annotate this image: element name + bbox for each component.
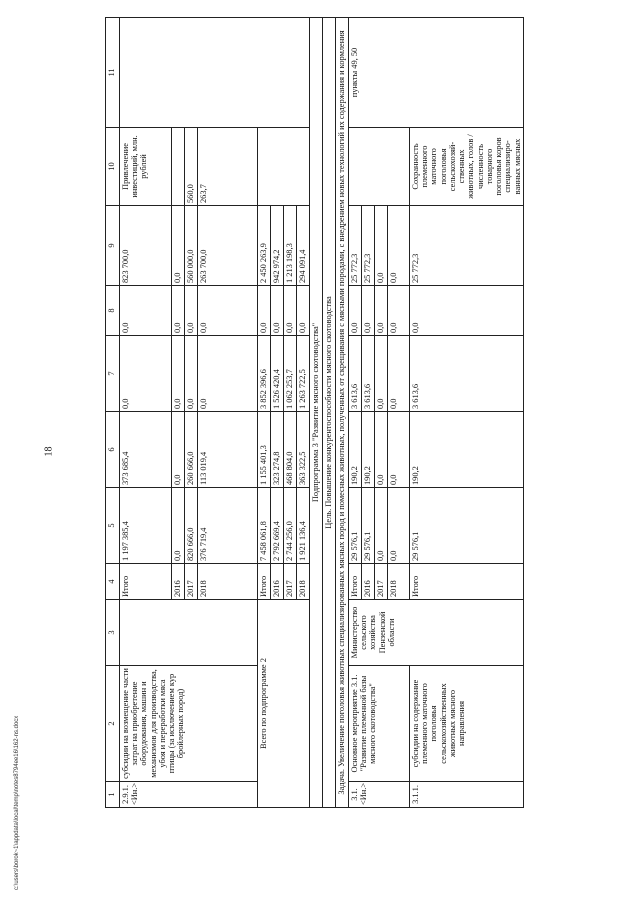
goal-row — [323, 18, 336, 808]
row-name: субсидии на содержание племенного маточного поголовья сельскохозяйственных животных мясного направления — [410, 666, 524, 782]
total-label: Всего по подпрограмме 2 — [258, 600, 310, 808]
value-cell: 0,0 — [172, 286, 185, 336]
year-cell: Итого — [349, 564, 362, 600]
value-cell: 29 576,1 — [349, 488, 362, 564]
value-cell: 0,0 — [375, 206, 388, 286]
value-cell: 1 062 253,7 — [284, 336, 297, 412]
executor: Министерство сельского хозяйства Пензенской области — [349, 600, 524, 666]
value-cell: 323 274,8 — [271, 412, 284, 488]
value-cell: 1 921 136,4 — [297, 488, 310, 564]
subprogram-row — [310, 18, 323, 808]
header-row — [106, 18, 120, 808]
value-cell: 0,0 — [172, 412, 185, 488]
value-cell: 3 613,6 — [349, 336, 362, 412]
value-cell: 0,0 — [388, 286, 410, 336]
row-number: 3.1.1. — [410, 782, 524, 808]
col-header-9: 9 — [106, 206, 120, 286]
page-number: 18 — [43, 446, 55, 457]
value-cell: 260 666,0 — [185, 412, 198, 488]
col-header-5: 5 — [106, 488, 120, 564]
value-cell: 0,0 — [388, 488, 410, 564]
value-cell: 263 700,0 — [198, 206, 258, 286]
reference-cell: пункты 49, 50 — [349, 18, 524, 128]
value-cell: 560 000,0 — [185, 206, 198, 286]
value-cell: 0,0 — [185, 336, 198, 412]
year-cell: 2016 — [362, 564, 375, 600]
row-number: 3.1. <Ин.> — [349, 782, 410, 808]
value-cell: 376 719,4 — [198, 488, 258, 564]
value-cell: 0,0 — [388, 336, 410, 412]
col-header-10: 10 — [106, 128, 120, 206]
value-cell: 823 700,0 — [120, 206, 172, 286]
value-cell: 29 576,1 — [362, 488, 375, 564]
value-cell: 25 772,3 — [362, 206, 375, 286]
year-cell: 2016 — [172, 564, 185, 600]
value-cell: 2 744 256,0 — [284, 488, 297, 564]
value-cell: 0,0 — [198, 336, 258, 412]
year-cell: Итого — [258, 564, 271, 600]
value-cell: 0,0 — [410, 286, 524, 336]
indicator-cell: Сохранность племенного маточного поголовья сельскохозяй-ственных животных, голов / численность товарного поголовья коров специализиро-ванных мясных — [410, 128, 524, 206]
value-cell: 0,0 — [258, 286, 271, 336]
value-cell: 1 197 385,4 — [120, 488, 172, 564]
value-cell: 1 263 722,5 — [297, 336, 310, 412]
value-cell: 942 974,2 — [271, 206, 284, 286]
year-cell: 2017 — [185, 564, 198, 600]
value-cell: 0,0 — [388, 206, 410, 286]
task-row — [336, 18, 349, 808]
value-cell: 2 792 669,4 — [271, 488, 284, 564]
value-cell: 1 526 420,4 — [271, 336, 284, 412]
year-cell: Итого — [120, 564, 172, 600]
col-header-7: 7 — [106, 336, 120, 412]
indicator-cell: Привлечение инвестиций, млн. рублей — [120, 128, 172, 206]
indicator-cell — [172, 128, 185, 206]
value-cell: 363 322,5 — [297, 412, 310, 488]
value-cell: 0,0 — [375, 286, 388, 336]
table-row — [349, 18, 362, 808]
value-cell: 0,0 — [172, 488, 185, 564]
budget-table — [105, 17, 524, 808]
subprogram-title: Подпрограмма 3 "Развитие мясного скотоводства" — [310, 18, 323, 808]
year-cell: 2017 — [284, 564, 297, 600]
row-number: 2.9.1. <Ин.> — [120, 782, 258, 808]
table-row — [120, 18, 172, 808]
year-cell: 2018 — [388, 564, 410, 600]
value-cell: 294 091,4 — [297, 206, 310, 286]
col-header-8: 8 — [106, 286, 120, 336]
value-cell: 0,0 — [172, 206, 185, 286]
value-cell: 0,0 — [362, 286, 375, 336]
value-cell: 3 613,6 — [410, 336, 524, 412]
value-cell: 190,2 — [410, 412, 524, 488]
year-cell: 2018 — [297, 564, 310, 600]
value-cell: 7 458 061,8 — [258, 488, 271, 564]
col-header-3: 3 — [106, 600, 120, 666]
value-cell: 113 019,4 — [198, 412, 258, 488]
value-cell: 29 576,1 — [410, 488, 524, 564]
year-cell: Итого — [410, 564, 524, 600]
year-cell: 2018 — [198, 564, 258, 600]
value-cell: 2 450 263,9 — [258, 206, 271, 286]
value-cell: 0,0 — [349, 286, 362, 336]
goal-text: Цель. Повышение конкурентоспособности мясного скотоводства — [323, 18, 336, 808]
table-row — [410, 18, 524, 808]
value-cell: 0,0 — [375, 336, 388, 412]
value-cell: 0,0 — [375, 412, 388, 488]
table-row — [258, 18, 271, 808]
rotated-table-container — [105, 18, 640, 808]
value-cell: 0,0 — [120, 286, 172, 336]
footer-file-path: c:\users\borok~1\appdata\local\temp\notes8794ee16\162-ns.docx — [14, 715, 20, 890]
value-cell: 0,0 — [388, 412, 410, 488]
col-header-4: 4 — [106, 564, 120, 600]
value-cell: 0,0 — [198, 286, 258, 336]
task-text: Задача. Увеличение поголовья животных специализированных мясных пород и помесных животных, полученных от скрещивания с мясными породами, с внедрением новых технологий их содержания и кормления — [336, 18, 349, 808]
value-cell: 0,0 — [297, 286, 310, 336]
row-name: Основное мероприятие 3.1. "Развитие племенной базы мясного скотоводства" — [349, 666, 410, 782]
value-cell: 0,0 — [375, 488, 388, 564]
value-cell: 0,0 — [185, 286, 198, 336]
value-cell: 0,0 — [284, 286, 297, 336]
row-name: субсидии на возмещение части затрат на приобретение оборудования, машин и механизмов для производства, убоя и переработки мяса птицы (за исключением кур бройлерных пород) — [120, 666, 258, 782]
col-header-11: 11 — [106, 18, 120, 128]
value-cell: 373 685,4 — [120, 412, 172, 488]
value-cell: 468 804,0 — [284, 412, 297, 488]
year-cell: 2016 — [271, 564, 284, 600]
indicator-cell: 560,0 — [185, 128, 198, 206]
col-header-2: 2 — [106, 666, 120, 782]
value-cell: 0,0 — [172, 336, 185, 412]
value-cell: 820 666,0 — [185, 488, 198, 564]
value-cell: 1 213 198,3 — [284, 206, 297, 286]
value-cell: 0,0 — [120, 336, 172, 412]
value-cell: 25 772,3 — [349, 206, 362, 286]
col-header-1: 1 — [106, 782, 120, 808]
indicator-cell: 263,7 — [198, 128, 258, 206]
value-cell: 190,2 — [349, 412, 362, 488]
value-cell: 3 852 396,6 — [258, 336, 271, 412]
value-cell: 3 613,6 — [362, 336, 375, 412]
year-cell: 2017 — [375, 564, 388, 600]
value-cell: 1 155 401,3 — [258, 412, 271, 488]
value-cell: 190,2 — [362, 412, 375, 488]
value-cell: 0,0 — [271, 286, 284, 336]
value-cell: 25 772,3 — [410, 206, 524, 286]
col-header-6: 6 — [106, 412, 120, 488]
